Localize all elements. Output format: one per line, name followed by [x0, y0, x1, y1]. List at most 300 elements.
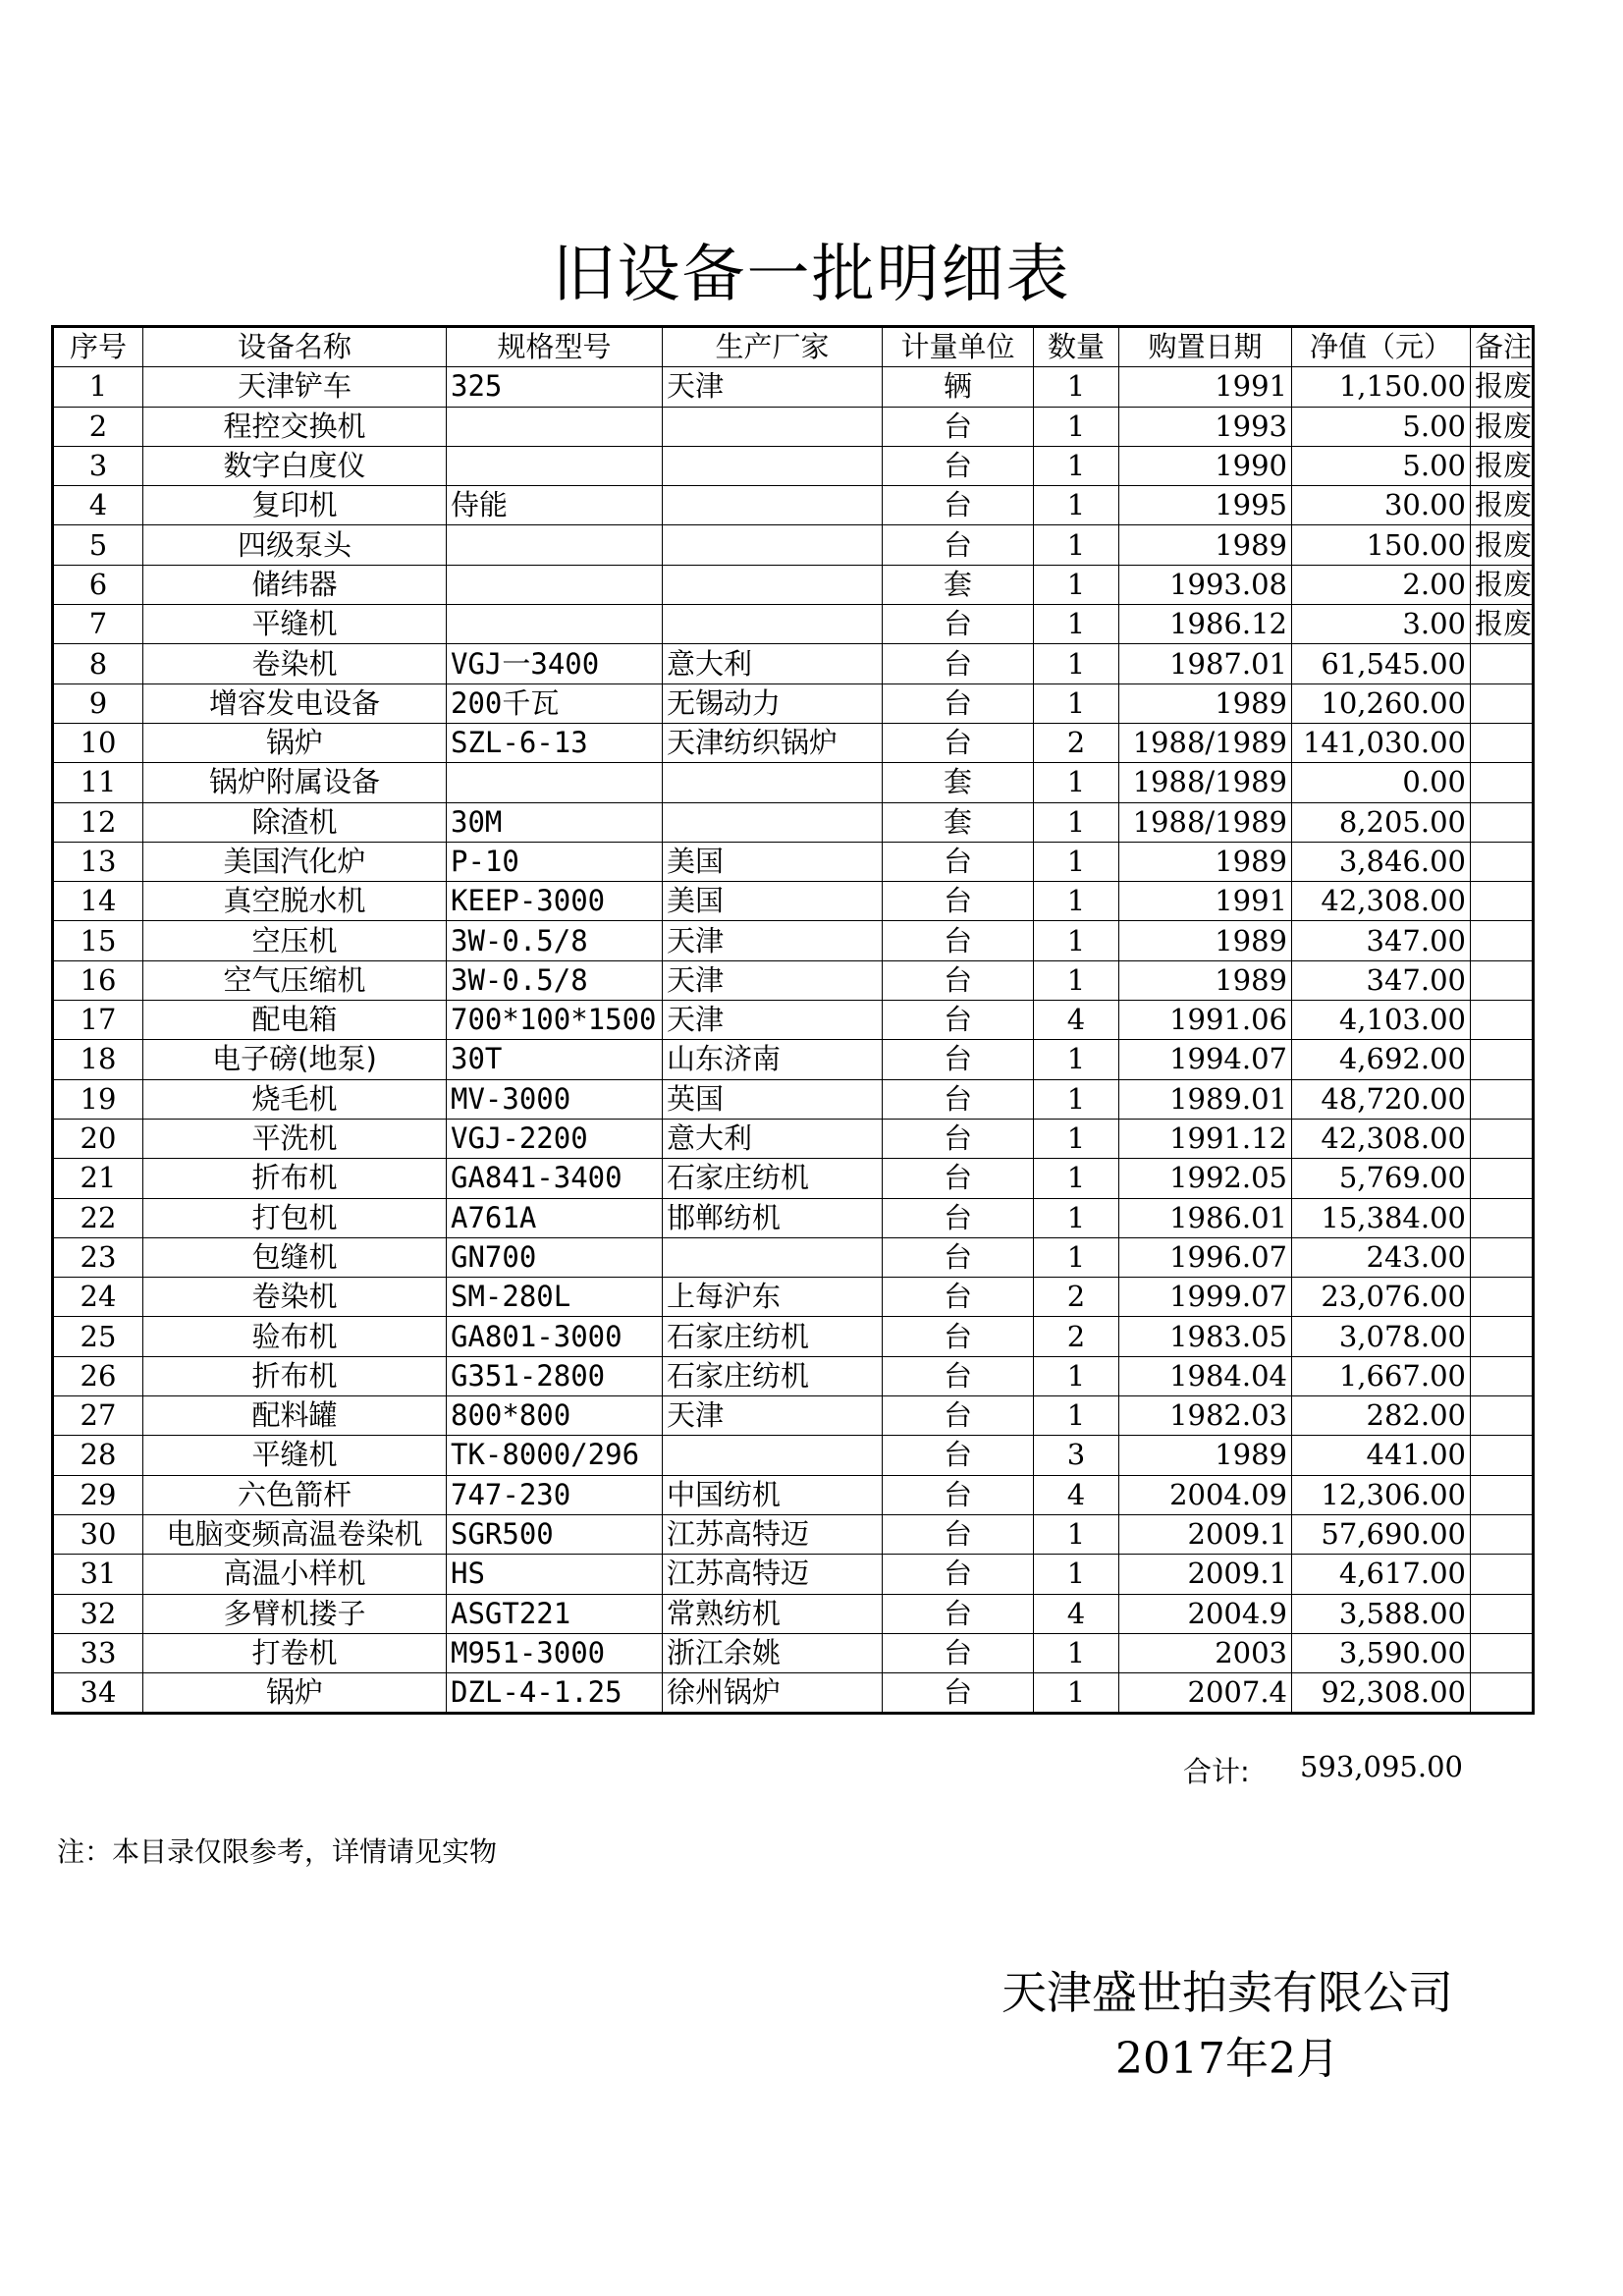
table-row — [53, 1278, 1534, 1317]
cell-model: P-10 — [447, 842, 663, 881]
header-cell: 购置日期 — [1119, 327, 1292, 367]
cell-index: 4 — [53, 486, 143, 525]
cell-unit: 台 — [883, 1356, 1034, 1395]
cell-date: 1995 — [1119, 486, 1292, 525]
cell-model — [447, 605, 663, 644]
cell-qty: 1 — [1034, 565, 1119, 604]
cell-value: 30.00 — [1292, 486, 1471, 525]
cell-model — [447, 763, 663, 802]
cell-date: 1994.07 — [1119, 1040, 1292, 1079]
cell-maker — [663, 565, 883, 604]
cell-remark — [1471, 1673, 1534, 1714]
cell-name: 锅炉附属设备 — [143, 763, 447, 802]
cell-remark — [1471, 683, 1534, 723]
cell-qty: 1 — [1034, 1198, 1119, 1237]
table-row — [53, 1237, 1534, 1277]
cell-name: 打包机 — [143, 1198, 447, 1237]
cell-model — [447, 565, 663, 604]
cell-unit: 台 — [883, 1475, 1034, 1514]
cell-model: ASGT221 — [447, 1594, 663, 1633]
cell-unit: 台 — [883, 1555, 1034, 1594]
cell-remark — [1471, 1119, 1534, 1158]
cell-value: 5.00 — [1292, 446, 1471, 485]
cell-model: VGJ-2200 — [447, 1119, 663, 1158]
table-row — [53, 1079, 1534, 1119]
cell-value: 243.00 — [1292, 1237, 1471, 1277]
cell-model — [447, 407, 663, 446]
cell-index: 2 — [53, 407, 143, 446]
cell-date: 2003 — [1119, 1633, 1292, 1672]
cell-date: 1991.12 — [1119, 1119, 1292, 1158]
table-row — [53, 1198, 1534, 1237]
table-row — [53, 1356, 1534, 1395]
cell-index: 9 — [53, 683, 143, 723]
cell-index: 20 — [53, 1119, 143, 1158]
cell-index: 19 — [53, 1079, 143, 1119]
cell-remark — [1471, 1317, 1534, 1356]
cell-name: 空气压缩机 — [143, 960, 447, 1000]
cell-unit: 台 — [883, 1159, 1034, 1198]
cell-value: 4,692.00 — [1292, 1040, 1471, 1079]
cell-value: 3,846.00 — [1292, 842, 1471, 881]
cell-unit: 台 — [883, 486, 1034, 525]
cell-date: 1988/1989 — [1119, 723, 1292, 762]
cell-qty: 1 — [1034, 605, 1119, 644]
cell-model: HS — [447, 1555, 663, 1594]
header-cell: 序号 — [53, 327, 143, 367]
cell-name: 真空脱水机 — [143, 882, 447, 921]
cell-model: SM-280L — [447, 1278, 663, 1317]
cell-name: 包缝机 — [143, 1237, 447, 1277]
cell-model: MV-3000 — [447, 1079, 663, 1119]
cell-unit: 台 — [883, 882, 1034, 921]
cell-value: 1,667.00 — [1292, 1356, 1471, 1395]
cell-index: 33 — [53, 1633, 143, 1672]
cell-index: 26 — [53, 1356, 143, 1395]
cell-index: 16 — [53, 960, 143, 1000]
table-row — [53, 1555, 1534, 1594]
cell-name: 卷染机 — [143, 644, 447, 683]
cell-remark — [1471, 1436, 1534, 1475]
cell-maker: 江苏高特迈 — [663, 1555, 883, 1594]
cell-unit: 台 — [883, 683, 1034, 723]
cell-qty: 2 — [1034, 1278, 1119, 1317]
cell-unit: 台 — [883, 1198, 1034, 1237]
cell-name: 平缝机 — [143, 1436, 447, 1475]
cell-date: 1992.05 — [1119, 1159, 1292, 1198]
cell-unit: 套 — [883, 802, 1034, 842]
cell-model: 3W-0.5/8 — [447, 960, 663, 1000]
cell-date: 1983.05 — [1119, 1317, 1292, 1356]
cell-name: 电脑变频高温卷染机 — [143, 1514, 447, 1554]
cell-maker: 美国 — [663, 842, 883, 881]
cell-value: 61,545.00 — [1292, 644, 1471, 683]
cell-name: 除渣机 — [143, 802, 447, 842]
cell-maker: 英国 — [663, 1079, 883, 1119]
cell-model: A761A — [447, 1198, 663, 1237]
cell-date: 1987.01 — [1119, 644, 1292, 683]
cell-date: 1993 — [1119, 407, 1292, 446]
cell-model: GA841-3400 — [447, 1159, 663, 1198]
total-value: 593,095.00 — [1299, 1750, 1463, 1783]
cell-date: 1988/1989 — [1119, 763, 1292, 802]
cell-remark: 报废 — [1471, 407, 1534, 446]
cell-unit: 台 — [883, 644, 1034, 683]
cell-unit: 台 — [883, 921, 1034, 960]
cell-remark — [1471, 921, 1534, 960]
cell-index: 18 — [53, 1040, 143, 1079]
cell-qty: 1 — [1034, 882, 1119, 921]
cell-qty: 4 — [1034, 1475, 1119, 1514]
cell-maker: 邯郸纺机 — [663, 1198, 883, 1237]
header-cell: 规格型号 — [447, 327, 663, 367]
cell-name: 锅炉 — [143, 1673, 447, 1714]
cell-unit: 台 — [883, 1317, 1034, 1356]
table-row — [53, 486, 1534, 525]
cell-qty: 1 — [1034, 683, 1119, 723]
cell-qty: 1 — [1034, 486, 1119, 525]
cell-date: 1999.07 — [1119, 1278, 1292, 1317]
cell-index: 34 — [53, 1673, 143, 1714]
cell-model: GA801-3000 — [447, 1317, 663, 1356]
cell-maker — [663, 407, 883, 446]
cell-model: G351-2800 — [447, 1356, 663, 1395]
cell-remark — [1471, 1514, 1534, 1554]
cell-unit: 台 — [883, 960, 1034, 1000]
cell-index: 13 — [53, 842, 143, 881]
cell-remark — [1471, 1079, 1534, 1119]
table-header-row — [53, 327, 1534, 367]
cell-remark — [1471, 1555, 1534, 1594]
cell-date: 1989 — [1119, 842, 1292, 881]
cell-model: 747-230 — [447, 1475, 663, 1514]
cell-date: 2007.4 — [1119, 1673, 1292, 1714]
cell-maker — [663, 1237, 883, 1277]
cell-maker: 无锡动力 — [663, 683, 883, 723]
cell-index: 7 — [53, 605, 143, 644]
table-row — [53, 763, 1534, 802]
cell-unit: 台 — [883, 1079, 1034, 1119]
cell-name: 平缝机 — [143, 605, 447, 644]
cell-name: 卷染机 — [143, 1278, 447, 1317]
cell-value: 2.00 — [1292, 565, 1471, 604]
cell-qty: 4 — [1034, 1001, 1119, 1040]
cell-unit: 台 — [883, 525, 1034, 565]
cell-unit: 台 — [883, 1278, 1034, 1317]
cell-date: 1996.07 — [1119, 1237, 1292, 1277]
cell-value: 3,078.00 — [1292, 1317, 1471, 1356]
cell-maker: 意大利 — [663, 644, 883, 683]
cell-qty: 1 — [1034, 1396, 1119, 1436]
cell-name: 锅炉 — [143, 723, 447, 762]
cell-name: 配料罐 — [143, 1396, 447, 1436]
cell-value: 441.00 — [1292, 1436, 1471, 1475]
cell-value: 282.00 — [1292, 1396, 1471, 1436]
cell-index: 30 — [53, 1514, 143, 1554]
cell-name: 折布机 — [143, 1356, 447, 1395]
cell-remark — [1471, 1594, 1534, 1633]
cell-unit: 台 — [883, 605, 1034, 644]
cell-value: 23,076.00 — [1292, 1278, 1471, 1317]
cell-index: 1 — [53, 367, 143, 407]
cell-qty: 1 — [1034, 960, 1119, 1000]
signature-date: 2017年2月 — [1115, 2034, 1339, 2084]
cell-maker: 常熟纺机 — [663, 1594, 883, 1633]
cell-name: 烧毛机 — [143, 1079, 447, 1119]
cell-remark — [1471, 1040, 1534, 1079]
cell-qty: 4 — [1034, 1594, 1119, 1633]
cell-qty: 1 — [1034, 1040, 1119, 1079]
table-row — [53, 921, 1534, 960]
cell-name: 折布机 — [143, 1159, 447, 1198]
cell-name: 空压机 — [143, 921, 447, 960]
cell-date: 1989.01 — [1119, 1079, 1292, 1119]
cell-qty: 1 — [1034, 446, 1119, 485]
cell-index: 22 — [53, 1198, 143, 1237]
cell-index: 6 — [53, 565, 143, 604]
cell-unit: 台 — [883, 446, 1034, 485]
cell-maker — [663, 763, 883, 802]
cell-maker: 天津 — [663, 1396, 883, 1436]
cell-value: 57,690.00 — [1292, 1514, 1471, 1554]
cell-qty: 1 — [1034, 1079, 1119, 1119]
cell-model: VGJ一3400 — [447, 644, 663, 683]
cell-index: 14 — [53, 882, 143, 921]
cell-qty: 1 — [1034, 802, 1119, 842]
cell-qty: 2 — [1034, 1317, 1119, 1356]
cell-remark — [1471, 644, 1534, 683]
cell-maker: 徐州锅炉 — [663, 1673, 883, 1714]
cell-unit: 台 — [883, 1119, 1034, 1158]
cell-unit: 套 — [883, 565, 1034, 604]
cell-index: 25 — [53, 1317, 143, 1356]
cell-maker: 中国纺机 — [663, 1475, 883, 1514]
cell-remark — [1471, 763, 1534, 802]
table-row — [53, 1436, 1534, 1475]
cell-name: 六色箭杆 — [143, 1475, 447, 1514]
cell-date: 1989 — [1119, 1436, 1292, 1475]
cell-remark: 报废 — [1471, 367, 1534, 407]
cell-qty: 1 — [1034, 1633, 1119, 1672]
cell-date: 1984.04 — [1119, 1356, 1292, 1395]
cell-name: 电子磅(地泵) — [143, 1040, 447, 1079]
cell-maker: 意大利 — [663, 1119, 883, 1158]
table-row — [53, 1159, 1534, 1198]
cell-value: 48,720.00 — [1292, 1079, 1471, 1119]
cell-unit: 台 — [883, 1514, 1034, 1554]
cell-remark: 报废 — [1471, 565, 1534, 604]
cell-qty: 2 — [1034, 723, 1119, 762]
header-cell: 备注 — [1471, 327, 1534, 367]
table-row — [53, 1514, 1534, 1554]
cell-index: 29 — [53, 1475, 143, 1514]
cell-date: 1993.08 — [1119, 565, 1292, 604]
footnote: 注：本目录仅限参考，详情请见实物 — [57, 1835, 498, 1868]
table-row — [53, 1119, 1534, 1158]
cell-maker — [663, 1436, 883, 1475]
cell-qty: 1 — [1034, 1673, 1119, 1714]
cell-remark: 报废 — [1471, 605, 1534, 644]
cell-index: 12 — [53, 802, 143, 842]
cell-name: 程控交换机 — [143, 407, 447, 446]
table-row — [53, 407, 1534, 446]
header-cell: 数量 — [1034, 327, 1119, 367]
cell-model — [447, 525, 663, 565]
cell-value: 5.00 — [1292, 407, 1471, 446]
cell-qty: 3 — [1034, 1436, 1119, 1475]
cell-name: 打卷机 — [143, 1633, 447, 1672]
cell-date: 1991 — [1119, 882, 1292, 921]
cell-model: SZL-6-13 — [447, 723, 663, 762]
table-row — [53, 644, 1534, 683]
total-label: 合计: — [1183, 1755, 1250, 1788]
cell-value: 10,260.00 — [1292, 683, 1471, 723]
cell-remark — [1471, 882, 1534, 921]
cell-maker — [663, 802, 883, 842]
cell-name: 配电箱 — [143, 1001, 447, 1040]
cell-value: 1,150.00 — [1292, 367, 1471, 407]
table-row — [53, 1040, 1534, 1079]
cell-remark — [1471, 1159, 1534, 1198]
cell-value: 42,308.00 — [1292, 1119, 1471, 1158]
table-row — [53, 1673, 1534, 1714]
cell-model: GN700 — [447, 1237, 663, 1277]
cell-remark: 报废 — [1471, 525, 1534, 565]
cell-value: 347.00 — [1292, 921, 1471, 960]
cell-name: 复印机 — [143, 486, 447, 525]
cell-value: 5,769.00 — [1292, 1159, 1471, 1198]
table-row — [53, 1633, 1534, 1672]
cell-date: 2004.9 — [1119, 1594, 1292, 1633]
cell-maker: 石家庄纺机 — [663, 1159, 883, 1198]
cell-model: 200千瓦 — [447, 683, 663, 723]
cell-date: 1988/1989 — [1119, 802, 1292, 842]
cell-qty: 1 — [1034, 644, 1119, 683]
cell-unit: 台 — [883, 723, 1034, 762]
cell-model: 3W-0.5/8 — [447, 921, 663, 960]
cell-maker: 浙江余姚 — [663, 1633, 883, 1672]
header-cell: 设备名称 — [143, 327, 447, 367]
cell-index: 17 — [53, 1001, 143, 1040]
cell-qty: 1 — [1034, 1555, 1119, 1594]
cell-index: 23 — [53, 1237, 143, 1277]
table-row — [53, 882, 1534, 921]
header-cell: 计量单位 — [883, 327, 1034, 367]
cell-index: 28 — [53, 1436, 143, 1475]
cell-index: 21 — [53, 1159, 143, 1198]
cell-index: 3 — [53, 446, 143, 485]
cell-date: 1986.01 — [1119, 1198, 1292, 1237]
cell-maker: 山东济南 — [663, 1040, 883, 1079]
cell-maker — [663, 525, 883, 565]
cell-unit: 台 — [883, 1001, 1034, 1040]
cell-date: 1989 — [1119, 921, 1292, 960]
cell-remark — [1471, 1001, 1534, 1040]
cell-model: SGR500 — [447, 1514, 663, 1554]
cell-value: 8,205.00 — [1292, 802, 1471, 842]
cell-value: 3.00 — [1292, 605, 1471, 644]
cell-value: 42,308.00 — [1292, 882, 1471, 921]
cell-name: 四级泵头 — [143, 525, 447, 565]
cell-remark — [1471, 723, 1534, 762]
cell-remark — [1471, 960, 1534, 1000]
cell-model: 侍能 — [447, 486, 663, 525]
cell-remark: 报废 — [1471, 486, 1534, 525]
cell-index: 15 — [53, 921, 143, 960]
cell-unit: 台 — [883, 1633, 1034, 1672]
cell-model: M951-3000 — [447, 1633, 663, 1672]
cell-qty: 1 — [1034, 525, 1119, 565]
table-row — [53, 525, 1534, 565]
cell-qty: 1 — [1034, 1356, 1119, 1395]
cell-unit: 辆 — [883, 367, 1034, 407]
cell-name: 平洗机 — [143, 1119, 447, 1158]
cell-maker: 石家庄纺机 — [663, 1317, 883, 1356]
cell-date: 1989 — [1119, 683, 1292, 723]
cell-unit: 套 — [883, 763, 1034, 802]
table-row — [53, 446, 1534, 485]
cell-value: 15,384.00 — [1292, 1198, 1471, 1237]
cell-unit: 台 — [883, 1396, 1034, 1436]
cell-unit: 台 — [883, 1436, 1034, 1475]
cell-maker: 江苏高特迈 — [663, 1514, 883, 1554]
cell-maker: 石家庄纺机 — [663, 1356, 883, 1395]
cell-unit: 台 — [883, 842, 1034, 881]
cell-qty: 1 — [1034, 407, 1119, 446]
cell-qty: 1 — [1034, 1159, 1119, 1198]
table-row — [53, 367, 1534, 407]
cell-index: 8 — [53, 644, 143, 683]
cell-date: 1990 — [1119, 446, 1292, 485]
cell-maker — [663, 486, 883, 525]
cell-maker: 天津纺织锅炉 — [663, 723, 883, 762]
cell-model: KEEP-3000 — [447, 882, 663, 921]
table-row — [53, 1475, 1534, 1514]
cell-maker: 天津 — [663, 367, 883, 407]
cell-remark — [1471, 842, 1534, 881]
cell-unit: 台 — [883, 1673, 1034, 1714]
cell-remark — [1471, 1237, 1534, 1277]
cell-remark — [1471, 1633, 1534, 1672]
cell-model: DZL-4-1.25 — [447, 1673, 663, 1714]
table-row — [53, 1396, 1534, 1436]
cell-date: 2009.1 — [1119, 1555, 1292, 1594]
cell-name: 储纬器 — [143, 565, 447, 604]
table-row — [53, 565, 1534, 604]
cell-remark — [1471, 1396, 1534, 1436]
cell-value: 12,306.00 — [1292, 1475, 1471, 1514]
cell-maker — [663, 446, 883, 485]
cell-name: 数字白度仪 — [143, 446, 447, 485]
cell-maker — [663, 605, 883, 644]
cell-model: 800*800 — [447, 1396, 663, 1436]
cell-qty: 1 — [1034, 367, 1119, 407]
cell-unit: 台 — [883, 1237, 1034, 1277]
equipment-table — [51, 325, 1535, 1715]
cell-index: 11 — [53, 763, 143, 802]
cell-value: 141,030.00 — [1292, 723, 1471, 762]
cell-name: 增容发电设备 — [143, 683, 447, 723]
cell-name: 美国汽化炉 — [143, 842, 447, 881]
cell-date: 1991.06 — [1119, 1001, 1292, 1040]
cell-model: 325 — [447, 367, 663, 407]
header-cell: 生产厂家 — [663, 327, 883, 367]
cell-maker: 天津 — [663, 960, 883, 1000]
table-row — [53, 960, 1534, 1000]
cell-maker: 美国 — [663, 882, 883, 921]
cell-date: 2004.09 — [1119, 1475, 1292, 1514]
cell-remark — [1471, 1198, 1534, 1237]
